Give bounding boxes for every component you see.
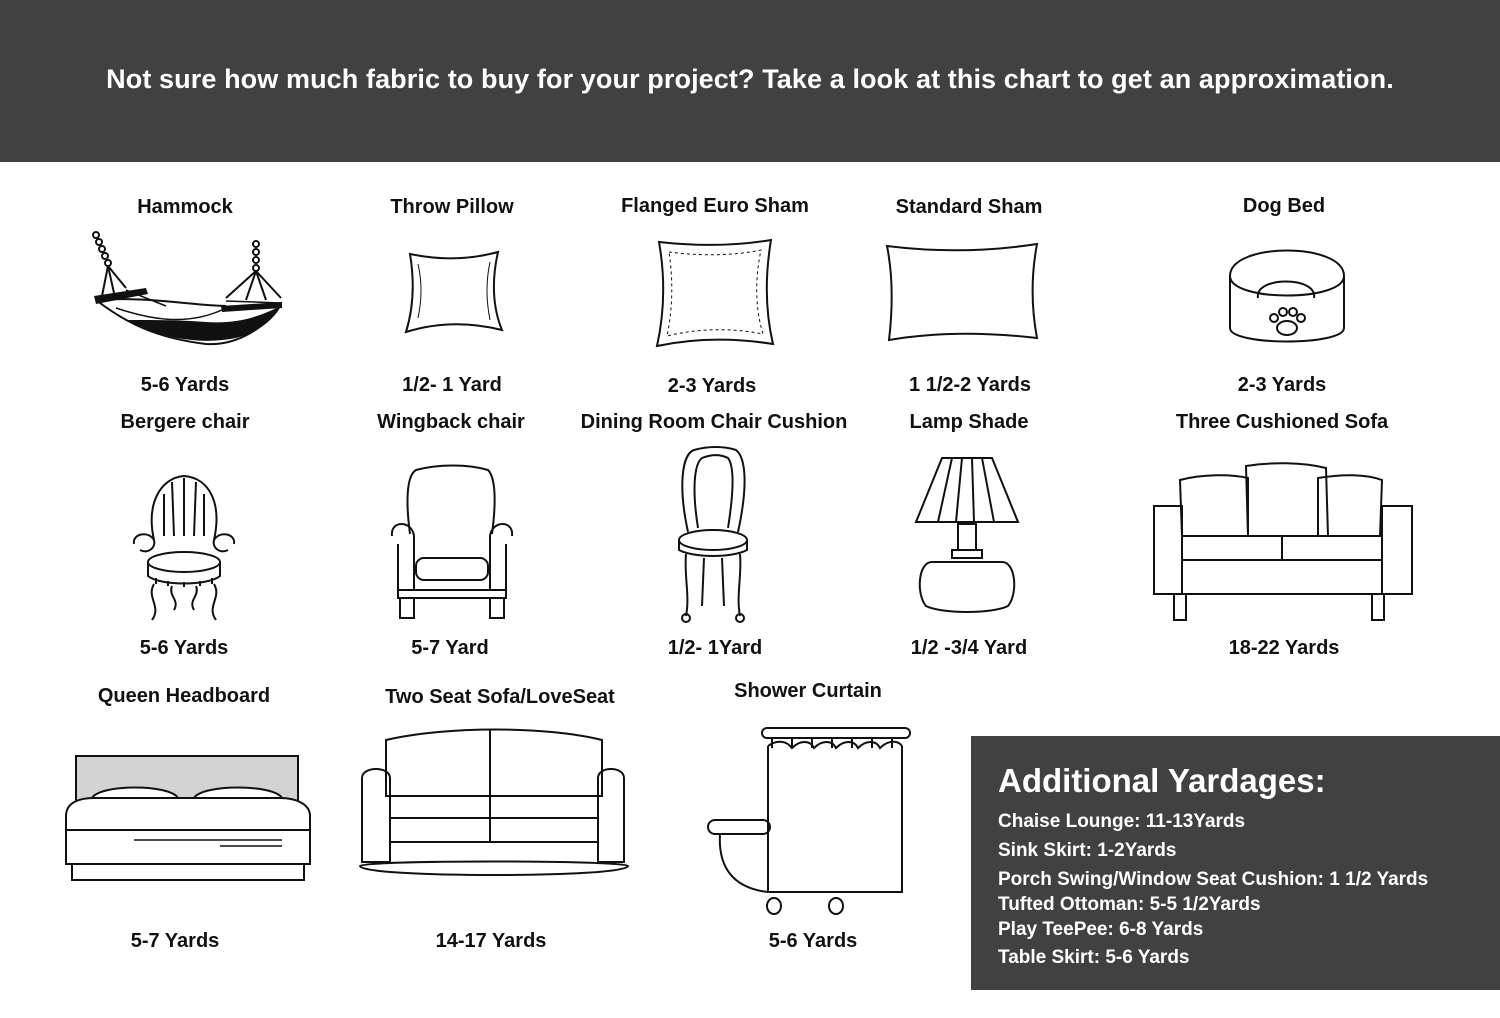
item-yardage-dog-bed: 2-3 Yards [1237, 374, 1327, 396]
item-yardage-shower-curtain: 5-6 Yards [768, 930, 858, 952]
item-yardage-wingback-chair: 5-7 Yard [411, 637, 489, 659]
item-yardage-three-cushioned-sofa: 18-22 Yards [1228, 637, 1340, 659]
item-name-queen-headboard: Queen Headboard [97, 685, 271, 707]
item-name-bergere-chair: Bergere chair [120, 411, 250, 433]
additional-item: Chaise Lounge: 11-13Yards [998, 811, 1246, 832]
banner-title: Not sure how much fabric to buy for your project? Take a look at this chart to get an approximation. [106, 64, 1394, 94]
item-name-lamp-shade: Lamp Shade [909, 411, 1029, 433]
euro-sham-icon [655, 238, 775, 348]
additional-item: Play TeePee: 6-8 Yards [998, 919, 1204, 940]
additional-item: Table Skirt: 5-6 Yards [998, 947, 1190, 968]
item-yardage-flanged-euro-sham: 2-3 Yards [667, 375, 757, 397]
item-yardage-standard-sham: 1 1/2-2 Yards [909, 374, 1031, 396]
item-yardage-two-seat-sofa: 14-17 Yards [435, 930, 547, 952]
additional-item: Sink Skirt: 1-2Yards [998, 840, 1177, 861]
item-name-dining-room-chair-cushion: Dining Room Chair Cushion [580, 411, 848, 433]
item-name-throw-pillow: Throw Pillow [390, 196, 514, 218]
item-yardage-bergere-chair: 5-6 Yards [139, 637, 229, 659]
hammock-icon [86, 228, 286, 350]
item-yardage-queen-headboard: 5-7 Yards [130, 930, 220, 952]
standard-sham-icon [885, 240, 1039, 342]
additional-yardages-title: Additional Yardages: [998, 762, 1326, 799]
throw-pillow-icon [404, 250, 504, 334]
additional-item: Porch Swing/Window Seat Cushion: 1 1/2 Yards [998, 869, 1429, 890]
item-name-shower-curtain: Shower Curtain [734, 680, 882, 702]
lamp-icon [912, 454, 1022, 614]
additional-yardages-panel [971, 736, 1500, 990]
item-name-wingback-chair: Wingback chair [377, 411, 525, 433]
header-banner [0, 0, 1500, 162]
item-yardage-hammock: 5-6 Yards [140, 374, 230, 396]
wingback-chair-icon [388, 464, 516, 624]
three-seat-sofa-icon [1152, 462, 1414, 624]
additional-item: Tufted Ottoman: 5-5 1/2Yards [998, 894, 1261, 915]
dog-bed-icon [1228, 246, 1346, 350]
item-yardage-lamp-shade: 1/2 -3/4 Yard [910, 637, 1028, 659]
loveseat-icon [356, 726, 630, 882]
dining-chair-icon [676, 446, 750, 624]
item-yardage-dining-room-chair-cushion: 1/2- 1Yard [667, 637, 763, 659]
item-yardage-throw-pillow: 1/2- 1 Yard [402, 374, 502, 396]
item-name-standard-sham: Standard Sham [895, 196, 1043, 218]
bergere-chair-icon [130, 474, 238, 624]
item-name-flanged-euro-sham: Flanged Euro Sham [621, 195, 809, 217]
item-name-hammock: Hammock [137, 196, 233, 218]
shower-curtain-icon [706, 726, 912, 918]
item-name-dog-bed: Dog Bed [1242, 195, 1326, 217]
item-name-two-seat-sofa: Two Seat Sofa/LoveSeat [385, 686, 615, 708]
queen-bed-icon [60, 754, 314, 882]
item-name-three-cushioned-sofa: Three Cushioned Sofa [1175, 411, 1389, 433]
